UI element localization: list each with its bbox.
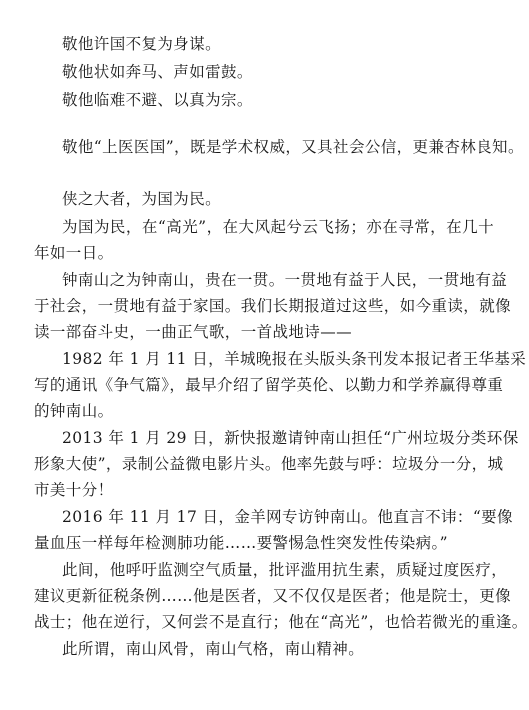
text-line: 敬他许国不复为身谋。: [62, 35, 222, 53]
text-line: 读一部奋斗史，一曲正气歌，一首战地诗——: [34, 323, 353, 341]
text-line: 年如一日。: [34, 244, 114, 262]
text-line: 为国为民，在“高光”，在大风起兮云飞扬；亦在寻常，在几十: [62, 218, 494, 236]
text-line: 建议更新征税条例……他是医者，又不仅仅是医者；他是院士，更像: [34, 587, 512, 605]
text-line: 此间，他呼吁监测空气质量，批评滥用抗生素，质疑过度医疗，: [62, 561, 508, 579]
text-line: 形象大使”，录制公益微电影片头。他率先鼓与呼：垃圾分一分，城: [34, 455, 504, 473]
text-line: 于社会，一贯地有益于家国。我们长期报道过这些，如今重读，就像: [34, 297, 512, 315]
text-line: 1982 年 1 月 11 日，羊城晚报在头版头条刊发本报记者王华基采: [62, 350, 527, 368]
text-line: 敬他“上医医国”，既是学术权威，又具社会公信，更兼杏林良知。: [62, 138, 524, 156]
text-line: 2013 年 1 月 29 日，新快报邀请钟南山担任“广州垃圾分类环保: [62, 429, 519, 447]
text-line: 量血压一样每年检测肺功能……要警惕急性突发性传染病。”: [34, 534, 448, 552]
text-line: 战士；他在逆行，又何尝不是直行；他在“高光”，也恰若微光的重逢。: [34, 613, 528, 631]
text-line: 写的通讯《争气篇》，最早介绍了留学英伦、以勤力和学养赢得尊重: [34, 376, 504, 394]
text-line: 侠之大者，为国为民。: [62, 190, 222, 208]
text-line: 钟南山之为钟南山，贵在一贯。一贯地有益于人民，一贯地有益: [62, 271, 508, 289]
text-line: 市美十分！: [34, 481, 114, 499]
text-line: 敬他临难不避、以真为宗。: [62, 91, 253, 109]
text-line: 的钟南山。: [34, 402, 114, 420]
text-line: 敬他状如奔马、声如雷鼓。: [62, 63, 253, 81]
text-line: 2016 年 11 月 17 日，金羊网专访钟南山。他直言不讳：“要像: [62, 508, 513, 526]
text-line: 此所谓，南山风骨，南山气格，南山精神。: [62, 640, 365, 658]
